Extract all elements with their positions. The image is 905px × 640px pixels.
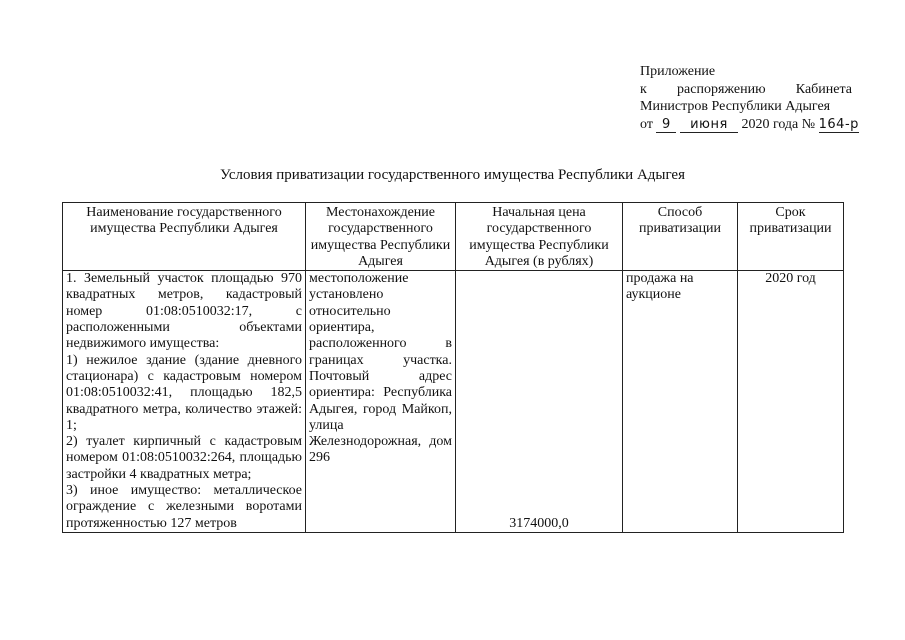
date-day: 9 xyxy=(656,118,676,133)
appendix-ministers: Министров Республики Адыгея xyxy=(640,99,831,114)
header-method: Способ приватизации xyxy=(623,203,738,271)
table-header-row xyxy=(63,203,844,271)
order-number: 164-р xyxy=(818,116,859,132)
appendix-ref-k: к xyxy=(640,81,647,97)
appendix-ref-cabinet: Кабинета xyxy=(795,81,852,97)
cell-property-name xyxy=(63,271,306,533)
cell-method: продажа на аукционе xyxy=(623,271,738,533)
header-name: Наименование государственного имущества Республики Адыгея xyxy=(63,203,306,271)
date-year: 2020 года № xyxy=(741,116,816,132)
header-term: Срок приватизации xyxy=(738,203,844,271)
header-location: Местонахождение государственного имущества Республики Адыгея xyxy=(306,203,456,271)
appendix-ref-line xyxy=(640,81,852,99)
appendix-block xyxy=(640,63,859,133)
cell-location: местоположение установлено относительно ориентира, расположенного в границах участка. Почтовый адрес ориентира: Республика Адыгея, город Майкоп, улица Железнодорожная, дом 296 xyxy=(306,271,456,533)
property-item-2: 2) туалет кирпичный с кадастровым номером 01:08:0510032:264, площадью застройки 4 квадратных метра; xyxy=(66,434,302,482)
header-price: Начальная цена государственного имущества Республики Адыгея (в рублях) xyxy=(456,203,623,271)
cell-term: 2020 год xyxy=(738,271,844,533)
cell-price: 3174000,0 xyxy=(456,271,623,533)
date-prefix: от xyxy=(640,116,653,132)
appendix-title: Приложение xyxy=(640,64,716,79)
property-item-3: 3) иное имущество: металлическое ограждение с железными воротами протяженностью 127 метров xyxy=(66,483,302,531)
document-title: Условия приватизации государственного имущества Республики Адыгея xyxy=(220,167,685,183)
property-main: 1. Земельный участок площадью 970 квадратных метров, кадастровый номер 01:08:0510032:17, с расположенными объектами недвижимого имущества: xyxy=(66,271,302,352)
appendix-ref-order: распоряжению xyxy=(677,81,766,97)
table-row xyxy=(63,271,844,533)
date-month: июня xyxy=(680,118,738,133)
privatization-table xyxy=(62,202,844,533)
appendix-date-line xyxy=(640,116,859,134)
property-item-1: 1) нежилое здание (здание дневного стационара) с кадастровым номером 01:08:0510032:41, площадью 182,5 квадратного метра, количество этажей: 1; xyxy=(66,352,302,433)
